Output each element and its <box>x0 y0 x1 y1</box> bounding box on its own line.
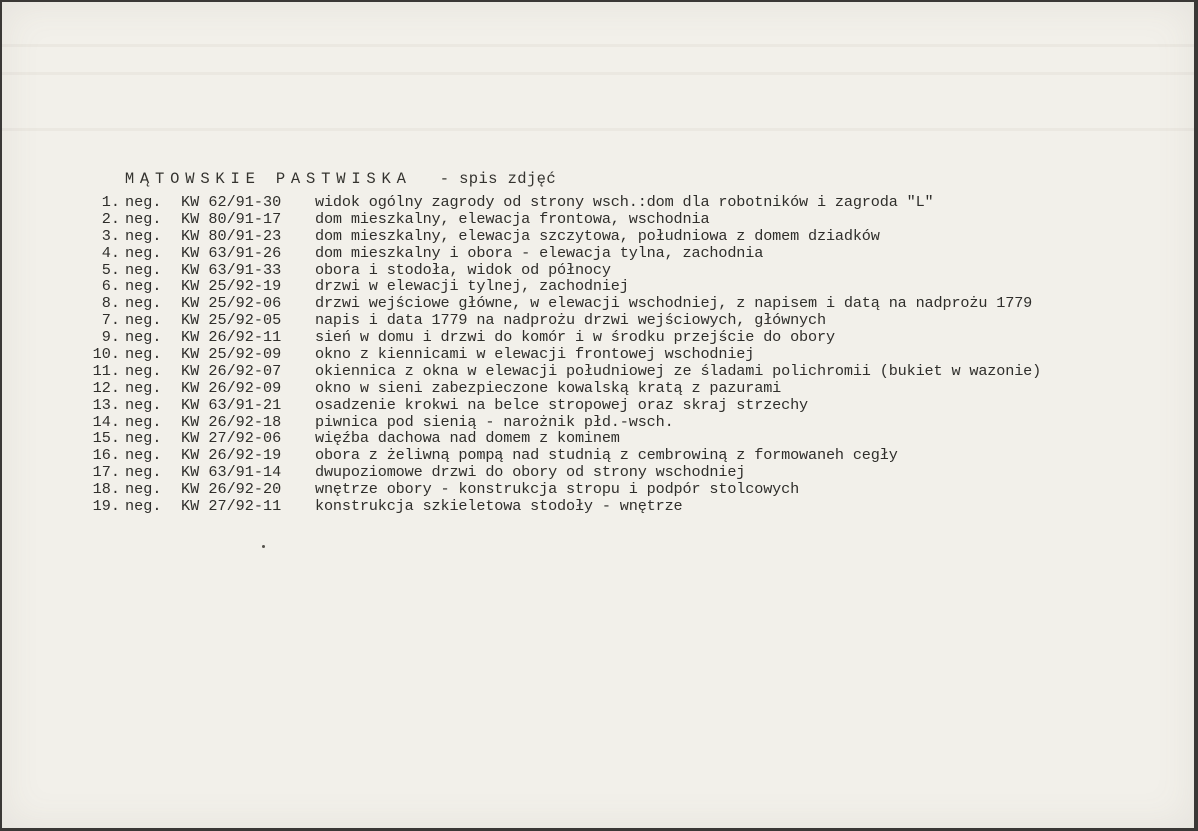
photo-description: napis i data 1779 na nadprożu drzwi wejściowych, głównych <box>315 311 826 330</box>
negative-label: neg. <box>125 378 162 397</box>
negative-label: neg. <box>125 480 162 499</box>
negative-reference: KW 25/92-06 <box>181 294 282 313</box>
negative-reference: KW 26/92-09 <box>181 378 282 397</box>
negative-label: neg. <box>125 209 162 228</box>
list-item <box>86 430 1041 447</box>
document-card <box>2 2 1194 828</box>
negative-reference: KW 26/92-19 <box>181 446 282 465</box>
entry-number: 16. <box>92 446 120 465</box>
negative-reference: KW 25/92-19 <box>181 277 282 296</box>
title-separator: - <box>439 170 450 188</box>
negative-label: neg. <box>125 361 162 380</box>
bleed-through-mark <box>2 44 1194 47</box>
negative-reference: KW 63/91-14 <box>181 463 282 482</box>
negative-reference: KW 27/92-06 <box>181 429 282 448</box>
list-item <box>86 194 1041 211</box>
list-item <box>86 498 1041 515</box>
entry-number: 9. <box>101 328 120 347</box>
entry-number: 10. <box>92 345 120 364</box>
negative-label: neg. <box>125 294 162 313</box>
photo-list <box>86 194 1041 515</box>
list-item <box>86 346 1041 363</box>
negative-label: neg. <box>125 446 162 465</box>
negative-reference: KW 26/92-07 <box>181 361 282 380</box>
photo-description: konstrukcja szkieletowa stodoły - wnętrze <box>315 497 683 516</box>
entry-number: 7. <box>101 311 120 330</box>
negative-label: neg. <box>125 311 162 330</box>
negative-reference: KW 26/92-11 <box>181 328 282 347</box>
negative-reference: KW 27/92-11 <box>181 497 282 516</box>
negative-label: neg. <box>125 193 162 211</box>
negative-reference: KW 63/91-33 <box>181 260 282 279</box>
negative-label: neg. <box>125 260 162 279</box>
photo-description: piwnica pod sienią - narożnik płd.-wsch. <box>315 412 674 431</box>
entry-number: 5. <box>101 260 120 279</box>
entry-number: 19. <box>92 497 120 516</box>
negative-label: neg. <box>125 395 162 414</box>
list-item <box>86 228 1041 245</box>
photo-description: obora z żeliwną pompą nad studnią z cembrowiną z formowaneh cegły <box>315 446 898 465</box>
list-item <box>86 414 1041 431</box>
list-item <box>86 278 1041 295</box>
list-item <box>86 380 1041 397</box>
document-title: MĄTOWSKIE PASTWISKA <box>124 170 412 188</box>
photo-description: okno z kiennicami w elewacji frontowej wschodniej <box>315 345 755 364</box>
entry-number: 4. <box>101 243 120 262</box>
negative-label: neg. <box>125 463 162 482</box>
photo-description: dom mieszkalny i obora - elewacja tylna, zachodnia <box>315 243 764 262</box>
photo-description: dwupoziomowe drzwi do obory od strony wschodniej <box>315 463 746 482</box>
entry-number: 6. <box>101 277 120 296</box>
photo-description: dom mieszkalny, elewacja frontowa, wschodnia <box>315 209 710 228</box>
negative-label: neg. <box>125 226 162 245</box>
entry-number: 11. <box>92 361 120 380</box>
photo-description: osadzenie krokwi na belce stropowej oraz skraj strzechy <box>315 395 809 414</box>
list-item <box>86 363 1041 380</box>
photo-description: okiennica z okna w elewacji południowej ze śladami polichromii (bukiet w wazonie) <box>315 361 1042 380</box>
negative-reference: KW 80/91-17 <box>181 209 282 228</box>
list-item <box>86 481 1041 498</box>
negative-label: neg. <box>125 429 162 448</box>
entry-number: 14. <box>92 412 120 431</box>
negative-reference: KW 80/91-23 <box>181 226 282 245</box>
entry-number: 12. <box>92 378 120 397</box>
list-item <box>86 245 1041 262</box>
negative-reference: KW 25/92-05 <box>181 311 282 330</box>
negative-label: neg. <box>125 412 162 431</box>
photo-description: obora i stodoła, widok od północy <box>315 260 611 279</box>
entry-number: 1. <box>101 193 120 211</box>
list-item <box>86 464 1041 481</box>
entry-number: 17. <box>92 463 120 482</box>
entry-number: 2. <box>101 209 120 228</box>
negative-reference: KW 63/91-21 <box>181 395 282 414</box>
photo-description: drzwi w elewacji tylnej, zachodniej <box>315 277 629 296</box>
negative-label: neg. <box>125 497 162 516</box>
entry-number: 13. <box>92 395 120 414</box>
photo-description: sień w domu i drzwi do komór i w środku przejście do obory <box>315 328 835 347</box>
negative-reference: KW 26/92-20 <box>181 480 282 499</box>
negative-reference: KW 62/91-30 <box>181 193 282 211</box>
negative-label: neg. <box>125 328 162 347</box>
entry-number: 3. <box>101 226 120 245</box>
list-item <box>86 329 1041 346</box>
list-item <box>86 211 1041 228</box>
negative-label: neg. <box>125 243 162 262</box>
entry-number: 15. <box>92 429 120 448</box>
list-item <box>86 312 1041 329</box>
photo-description: okno w sieni zabezpieczone kowalską kratą z pazurami <box>315 378 782 397</box>
list-item <box>86 262 1041 279</box>
photo-description: dom mieszkalny, elewacja szczytowa, południowa z domem dziadków <box>315 226 880 245</box>
negative-label: neg. <box>125 277 162 296</box>
entry-number: 18. <box>92 480 120 499</box>
negative-label: neg. <box>125 345 162 364</box>
list-item <box>86 295 1041 312</box>
photo-description: widok ogólny zagrody od strony wsch.:dom dla robotników i zagroda "L" <box>315 193 934 211</box>
photo-description: drzwi wejściowe główne, w elewacji wschodniej, z napisem i datą na nadprożu 1779 <box>315 294 1033 313</box>
negative-reference: KW 63/91-26 <box>181 243 282 262</box>
negative-reference: KW 26/92-18 <box>181 412 282 431</box>
negative-reference: KW 25/92-09 <box>181 345 282 364</box>
list-item <box>86 397 1041 414</box>
list-item <box>86 447 1041 464</box>
photo-description: wnętrze obory - konstrukcja stropu i podpór stolcowych <box>315 480 800 499</box>
entry-number: 8. <box>101 294 120 313</box>
bleed-through-mark <box>2 128 1194 131</box>
bleed-through-mark <box>2 72 1194 75</box>
photo-description: więźba dachowa nad domem z kominem <box>315 429 620 448</box>
ink-speck <box>262 545 265 548</box>
document-subtitle: spis zdjęć <box>459 170 557 188</box>
